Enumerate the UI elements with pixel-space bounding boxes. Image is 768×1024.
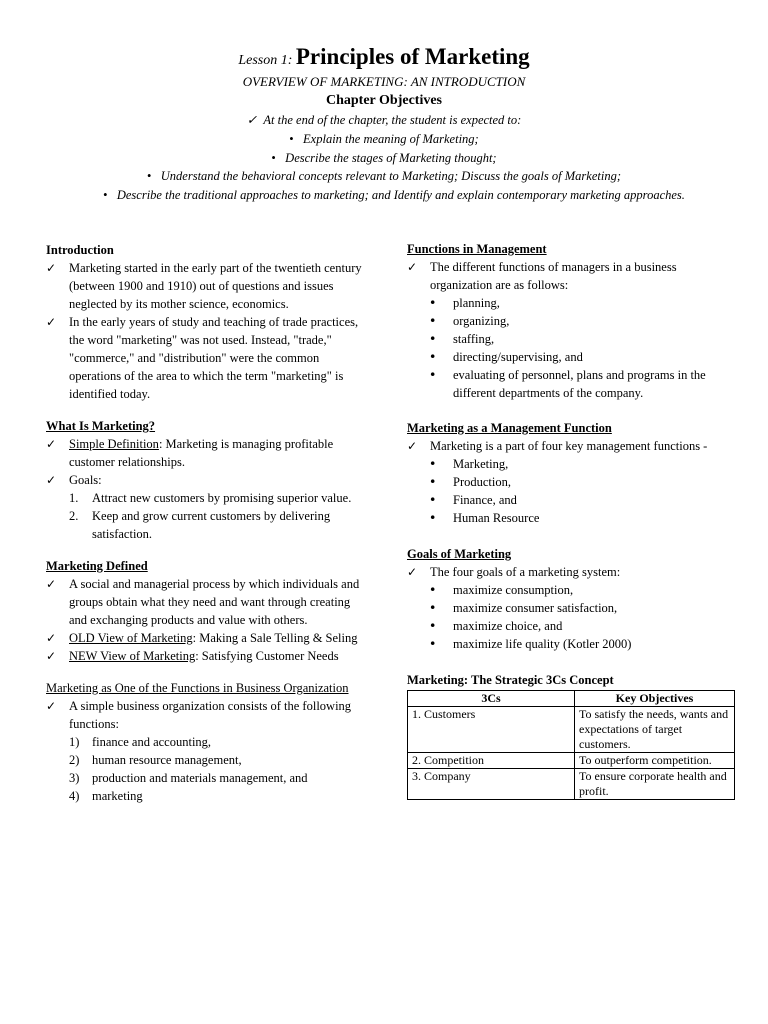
title-text: Principles of Marketing — [295, 44, 530, 69]
page-subtitle: OVERVIEW OF MARKETING: AN INTRODUCTION — [242, 74, 526, 89]
check-icon: ✓ — [246, 113, 258, 127]
table-header-cell: 3Cs — [408, 691, 575, 707]
list-item: ✓ Marketing started in the early part of the twentieth century (between 1900 and 1910) out of questions and issues neglected by its mother science, economics. — [46, 261, 362, 311]
table-cell: To outperform competition. — [575, 753, 735, 769]
bullet-item: • maximize choice, and — [429, 618, 563, 633]
bullet-icon: • — [429, 295, 437, 310]
objective-item: • Understand the behavioral concepts relevant to Marketing; Discuss the goals of Marketing; — [147, 169, 621, 183]
bullet-item: • Marketing, — [429, 456, 509, 471]
bullet-item: • directing/supervising, and — [429, 349, 583, 364]
bullet-item: • maximize consumption, — [429, 582, 574, 597]
bullet-item: • staffing, — [429, 331, 495, 346]
table-cell: 1. Customers — [408, 707, 575, 753]
section-title-management-function: Marketing as a Management Function — [407, 421, 612, 435]
bullet-icon: • — [429, 492, 437, 507]
section-title-what-is-marketing: What Is Marketing? — [46, 419, 156, 433]
table-cell: 2. Competition — [408, 753, 575, 769]
bullet-icon: • — [429, 331, 437, 346]
list-item: ✓ OLD View of Marketing: Making a Sale Telling & Seling — [46, 631, 358, 645]
check-icon: ✓ — [407, 565, 418, 579]
table-cell: To ensure corporate health and profit. — [575, 769, 735, 800]
numbered-item: 2. Keep and grow current customers by delivering satisfaction. — [69, 509, 331, 541]
section-title-functions-management: Functions in Management — [407, 242, 547, 256]
list-item: ✓ Goals: — [46, 473, 102, 487]
list-item: ✓ Simple Definition: Marketing is managing profitable customer relationships. — [46, 437, 334, 469]
numbered-item: 4) marketing — [69, 789, 143, 803]
objectives-heading: Chapter Objectives — [326, 93, 442, 108]
list-item: ✓ The four goals of a marketing system: — [407, 565, 621, 579]
list-item: ✓ NEW View of Marketing: Satisfying Customer Needs — [46, 649, 339, 663]
check-icon: ✓ — [46, 649, 57, 663]
bullet-item: • maximize consumer satisfaction, — [429, 600, 618, 615]
check-icon: ✓ — [407, 260, 418, 274]
section-title-introduction: Introduction — [46, 243, 114, 257]
list-item: ✓ A social and managerial process by which individuals and groups obtain what they need and want through creating and exchanging products and value with others. — [46, 577, 360, 627]
bullet-item: • Human Resource — [429, 510, 540, 525]
bullet-item: • evaluating of personnel, plans and programs in the different departments of the company. — [429, 367, 706, 400]
bullet-item: • organizing, — [429, 313, 510, 328]
bullet-icon: • — [429, 474, 437, 489]
check-icon: ✓ — [46, 473, 57, 487]
section-title-goals: Goals of Marketing — [407, 547, 512, 561]
bullet-icon: • — [429, 313, 437, 328]
section-title-marketing-defined: Marketing Defined — [46, 559, 148, 573]
bullet-icon: • — [103, 188, 108, 202]
table-header-cell: Key Objectives — [575, 691, 735, 707]
section-title-3cs: Marketing: The Strategic 3Cs Concept — [407, 673, 614, 687]
bullet-item: • Finance, and — [429, 492, 517, 507]
objective-item: • Explain the meaning of Marketing; — [289, 132, 479, 146]
bullet-item: • Production, — [429, 474, 511, 489]
table-row — [408, 707, 735, 753]
table-cell: 3. Company — [408, 769, 575, 800]
bullet-icon: • — [271, 151, 276, 165]
bullet-item: • maximize life quality (Kotler 2000) — [429, 636, 632, 651]
definition-label: Simple Definition — [69, 437, 159, 451]
check-icon: ✓ — [46, 437, 57, 451]
3cs-table — [407, 690, 735, 800]
check-icon: ✓ — [407, 439, 418, 453]
bullet-icon: • — [429, 510, 437, 525]
numbered-item: 1. Attract new customers by promising superior value. — [69, 491, 352, 505]
left-column — [46, 241, 364, 805]
numbered-item: 2) human resource management, — [69, 753, 242, 767]
table-row — [408, 769, 735, 800]
bullet-icon: • — [429, 456, 437, 471]
bullet-icon: • — [147, 169, 152, 183]
right-column — [407, 240, 737, 800]
bullet-icon: • — [429, 349, 437, 364]
objectives-intro: ✓ At the end of the chapter, the student is expected to: — [246, 113, 522, 127]
list-item: ✓ In the early years of study and teaching of trade practices, the word "marketing" was not used. Instead, "trade," "commerce," and "distribution" were the common operations of the area to which the term "marketing" is identified today. — [46, 315, 359, 401]
check-icon: ✓ — [46, 577, 57, 591]
objective-item: • Describe the traditional approaches to marketing; and Identify and explain contemporary marketing approaches. — [103, 188, 685, 202]
objective-item: • Describe the stages of Marketing thought; — [271, 151, 497, 165]
lesson-label: Lesson 1: — [238, 53, 293, 68]
bullet-icon: • — [429, 582, 437, 597]
numbered-item: 1) finance and accounting, — [69, 735, 212, 749]
check-icon: ✓ — [46, 699, 57, 713]
table-header-row — [408, 691, 735, 707]
check-icon: ✓ — [46, 261, 57, 275]
page-title — [0, 44, 768, 70]
list-item: ✓ Marketing is a part of four key management functions - — [407, 439, 708, 453]
table-cell: To satisfy the needs, wants and expectations of target customers. — [575, 707, 735, 753]
check-icon: ✓ — [46, 315, 57, 329]
check-icon: ✓ — [46, 631, 57, 645]
bullet-item: • planning, — [429, 295, 500, 310]
table-row — [408, 753, 735, 769]
section-title-functions-business: Marketing as One of the Functions in Business Organization — [46, 681, 349, 695]
bullet-icon: • — [429, 618, 437, 633]
list-item: ✓ A simple business organization consists of the following functions: — [46, 699, 352, 731]
bullet-icon: • — [429, 600, 437, 615]
bullet-icon: • — [289, 132, 294, 146]
numbered-item: 3) production and materials management, and — [69, 771, 308, 785]
list-item: ✓ The different functions of managers in a business organization are as follows: — [407, 260, 677, 292]
bullet-icon: • — [429, 636, 437, 651]
bullet-icon: • — [429, 367, 437, 382]
